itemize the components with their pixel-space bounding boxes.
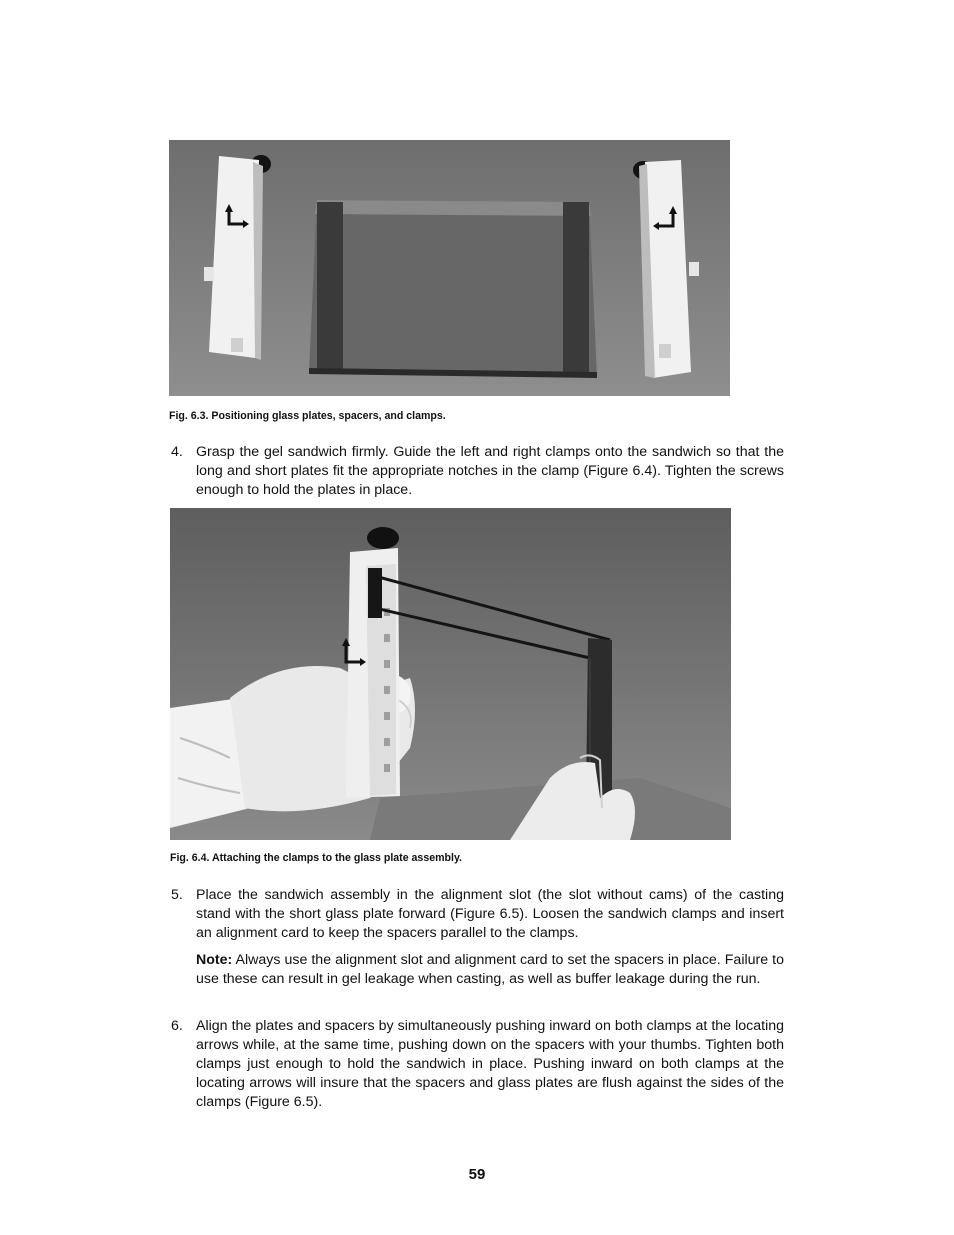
step-text: Place the sandwich assembly in the alignment slot (the slot without cams) of the casting stand with the short glass plate forward (Figure 6.5). Loosen the sandwich clamps and insert an alignment card to keep the spacers parallel to the clamps. [196, 887, 784, 941]
figure-6-3-photo [169, 140, 730, 396]
figure-6-4-photo [170, 508, 731, 840]
list-item-step-5 [171, 886, 784, 943]
note-label: Note: [196, 952, 233, 968]
step-text: Align the plates and spacers by simultaneously pushing inward on both clamps at the locating arrows while, at the same time, pushing down on the spacers with your thumbs. Tighten both clamps just enough to hold the sandwich in place. Pushing inward on both clamps at the locating arrows will insure that the spacers and glass plates are flush against the sides of the clamps (Figure 6.5). [196, 1018, 784, 1110]
step-number: 6. [171, 1018, 183, 1034]
step-text: Grasp the gel sandwich firmly. Guide the left and right clamps onto the sandwich so that the long and short plates fit the appropriate notches in the clamp (Figure 6.4). Tighten the screws enough to hold the plates in place. [196, 444, 784, 498]
figure-caption: Fig. 6.4. Attaching the clamps to the glass plate assembly. [170, 852, 462, 864]
clamp-assembly-icon [342, 527, 400, 798]
step-number: 4. [171, 444, 183, 460]
list-item-step-4 [171, 443, 784, 500]
list-item-step-6 [171, 1017, 784, 1112]
glass-plate-icon [309, 200, 597, 378]
figure-caption: Fig. 6.3. Positioning glass plates, spacers, and clamps. [169, 410, 446, 422]
note-paragraph [196, 951, 784, 989]
note-text: Always use the alignment slot and alignment card to set the spacers in place. Failure to use these can result in gel leakage when casting, as well as buffer leakage during the run. [196, 952, 784, 987]
page-number: 59 [468, 1166, 486, 1183]
step-number: 5. [171, 887, 183, 903]
